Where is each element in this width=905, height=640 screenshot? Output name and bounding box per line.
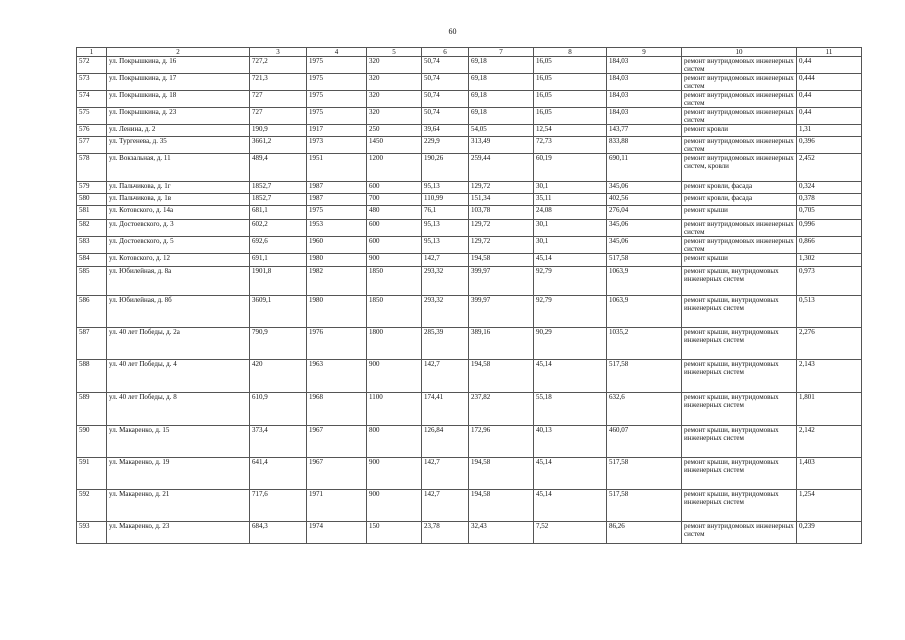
cell-val-8: 12,54 — [534, 125, 607, 137]
table-row — [77, 426, 862, 458]
cell-val-9: 517,58 — [607, 360, 682, 393]
cell-cost: 900 — [367, 254, 422, 267]
cell-row-number: 576 — [77, 125, 107, 137]
cell-val-11: 0,239 — [797, 522, 862, 544]
cell-work-type: ремонт внутридомовых инженерных систем, кровли — [682, 154, 797, 182]
table-row — [77, 137, 862, 154]
column-number: 3 — [250, 48, 307, 57]
table-row — [77, 154, 862, 182]
cell-area: 727 — [250, 108, 307, 125]
cell-val-11: 0,513 — [797, 296, 862, 328]
cell-area: 420 — [250, 360, 307, 393]
cell-row-number: 588 — [77, 360, 107, 393]
cell-val-9: 517,58 — [607, 458, 682, 490]
cell-cost: 320 — [367, 74, 422, 91]
cell-row-number: 592 — [77, 490, 107, 522]
cell-val-8: 60,19 — [534, 154, 607, 182]
cell-cost: 900 — [367, 490, 422, 522]
cell-address: ул. Котовского, д. 14а — [107, 206, 250, 220]
cell-val-7: 194,58 — [469, 360, 534, 393]
table-row — [77, 267, 862, 296]
cell-address: ул. Макаренко, д. 23 — [107, 522, 250, 544]
cell-val-6: 50,74 — [422, 57, 469, 74]
cell-area: 1901,8 — [250, 267, 307, 296]
cell-cost: 600 — [367, 220, 422, 237]
cell-area: 610,9 — [250, 393, 307, 426]
table-body — [77, 48, 862, 544]
cell-address: ул. 40 лет Победы, д. 4 — [107, 360, 250, 393]
column-number: 4 — [307, 48, 367, 57]
cell-cost: 900 — [367, 360, 422, 393]
cell-area: 373,4 — [250, 426, 307, 458]
cell-area: 602,2 — [250, 220, 307, 237]
cell-year: 1980 — [307, 296, 367, 328]
cell-val-6: 76,1 — [422, 206, 469, 220]
cell-work-type: ремонт внутридомовых инженерных систем — [682, 91, 797, 108]
cell-year: 1980 — [307, 254, 367, 267]
cell-work-type: ремонт крыши, внутридомовых инженерных систем — [682, 458, 797, 490]
cell-address: ул. Макаренко, д. 19 — [107, 458, 250, 490]
cell-val-11: 0,44 — [797, 91, 862, 108]
cell-val-11: 0,44 — [797, 57, 862, 74]
cell-val-6: 142,7 — [422, 360, 469, 393]
cell-val-11: 2,452 — [797, 154, 862, 182]
cell-val-11: 0,396 — [797, 137, 862, 154]
cell-cost: 1100 — [367, 393, 422, 426]
cell-row-number: 590 — [77, 426, 107, 458]
cell-year: 1975 — [307, 108, 367, 125]
cell-cost: 480 — [367, 206, 422, 220]
cell-year: 1973 — [307, 137, 367, 154]
cell-cost: 320 — [367, 57, 422, 74]
table-row — [77, 458, 862, 490]
cell-val-6: 142,7 — [422, 458, 469, 490]
cell-cost: 1800 — [367, 328, 422, 360]
cell-val-7: 389,16 — [469, 328, 534, 360]
cell-val-8: 30,1 — [534, 237, 607, 254]
cell-val-9: 86,26 — [607, 522, 682, 544]
column-number: 2 — [107, 48, 250, 57]
table-row — [77, 296, 862, 328]
cell-area: 681,1 — [250, 206, 307, 220]
cell-val-7: 129,72 — [469, 237, 534, 254]
cell-work-type: ремонт внутридомовых инженерных систем — [682, 237, 797, 254]
cell-val-11: 2,276 — [797, 328, 862, 360]
cell-work-type: ремонт крыши — [682, 254, 797, 267]
cell-val-6: 142,7 — [422, 254, 469, 267]
table-row — [77, 220, 862, 237]
cell-work-type: ремонт внутридомовых инженерных систем — [682, 74, 797, 91]
cell-address: ул. Пальчикова, д. 1в — [107, 194, 250, 206]
cell-work-type: ремонт крыши, внутридомовых инженерных систем — [682, 426, 797, 458]
cell-area: 692,6 — [250, 237, 307, 254]
cell-val-6: 285,39 — [422, 328, 469, 360]
cell-year: 1974 — [307, 522, 367, 544]
column-number: 7 — [469, 48, 534, 57]
cell-row-number: 581 — [77, 206, 107, 220]
cell-year: 1951 — [307, 154, 367, 182]
cell-address: ул. Ленина, д. 2 — [107, 125, 250, 137]
cell-work-type: ремонт внутридомовых инженерных систем — [682, 522, 797, 544]
cell-work-type: ремонт крыши, внутридомовых инженерных систем — [682, 328, 797, 360]
cell-val-7: 129,72 — [469, 220, 534, 237]
cell-val-11: 0,996 — [797, 220, 862, 237]
cell-val-7: 313,49 — [469, 137, 534, 154]
cell-val-11: 0,444 — [797, 74, 862, 91]
cell-area: 190,9 — [250, 125, 307, 137]
table-row — [77, 57, 862, 74]
cell-cost: 250 — [367, 125, 422, 137]
table-row — [77, 254, 862, 267]
cell-val-6: 50,74 — [422, 108, 469, 125]
cell-val-8: 45,14 — [534, 490, 607, 522]
cell-val-9: 184,03 — [607, 108, 682, 125]
cell-work-type: ремонт крыши — [682, 206, 797, 220]
cell-row-number: 574 — [77, 91, 107, 108]
cell-val-11: 0,44 — [797, 108, 862, 125]
cell-cost: 800 — [367, 426, 422, 458]
table-row — [77, 237, 862, 254]
cell-cost: 700 — [367, 194, 422, 206]
cell-year: 1953 — [307, 220, 367, 237]
cell-row-number: 580 — [77, 194, 107, 206]
cell-area: 684,3 — [250, 522, 307, 544]
cell-val-11: 1,31 — [797, 125, 862, 137]
cell-val-8: 30,1 — [534, 220, 607, 237]
cell-val-9: 632,6 — [607, 393, 682, 426]
cell-row-number: 578 — [77, 154, 107, 182]
cell-val-9: 517,58 — [607, 490, 682, 522]
cell-year: 1963 — [307, 360, 367, 393]
cell-row-number: 579 — [77, 182, 107, 194]
cell-val-6: 23,78 — [422, 522, 469, 544]
cell-val-9: 276,04 — [607, 206, 682, 220]
cell-row-number: 582 — [77, 220, 107, 237]
cell-address: ул. Достоевского, д. 3 — [107, 220, 250, 237]
cell-val-9: 345,06 — [607, 182, 682, 194]
cell-work-type: ремонт крыши, внутридомовых инженерных систем — [682, 490, 797, 522]
cell-val-6: 174,41 — [422, 393, 469, 426]
cell-val-6: 110,99 — [422, 194, 469, 206]
cell-val-8: 40,13 — [534, 426, 607, 458]
cell-address: ул. Котовского, д. 12 — [107, 254, 250, 267]
cell-address: ул. Макаренко, д. 21 — [107, 490, 250, 522]
cell-val-8: 35,11 — [534, 194, 607, 206]
cell-year: 1987 — [307, 182, 367, 194]
cell-val-6: 229,9 — [422, 137, 469, 154]
cell-row-number: 573 — [77, 74, 107, 91]
cell-val-7: 399,97 — [469, 296, 534, 328]
cell-val-8: 55,18 — [534, 393, 607, 426]
cell-address: ул. Макаренко, д. 15 — [107, 426, 250, 458]
header-row — [77, 48, 862, 57]
table-row — [77, 91, 862, 108]
cell-val-6: 293,32 — [422, 296, 469, 328]
cell-cost: 600 — [367, 182, 422, 194]
cell-val-7: 172,96 — [469, 426, 534, 458]
cell-cost: 1850 — [367, 296, 422, 328]
cell-work-type: ремонт внутридомовых инженерных систем — [682, 137, 797, 154]
cell-work-type: ремонт кровли — [682, 125, 797, 137]
cell-val-9: 1063,9 — [607, 296, 682, 328]
cell-val-11: 2,143 — [797, 360, 862, 393]
cell-row-number: 593 — [77, 522, 107, 544]
cell-area: 489,4 — [250, 154, 307, 182]
cell-work-type: ремонт крыши, внутридомовых инженерных систем — [682, 360, 797, 393]
table-row — [77, 194, 862, 206]
table-row — [77, 74, 862, 91]
cell-work-type: ремонт крыши, внутридомовых инженерных систем — [682, 296, 797, 328]
cell-val-9: 690,11 — [607, 154, 682, 182]
cell-row-number: 587 — [77, 328, 107, 360]
cell-area: 3609,1 — [250, 296, 307, 328]
cell-val-7: 151,34 — [469, 194, 534, 206]
cell-val-7: 194,58 — [469, 490, 534, 522]
cell-val-7: 32,43 — [469, 522, 534, 544]
cell-area: 721,3 — [250, 74, 307, 91]
cell-val-7: 103,78 — [469, 206, 534, 220]
cell-val-11: 1,403 — [797, 458, 862, 490]
column-number: 5 — [367, 48, 422, 57]
cell-row-number: 584 — [77, 254, 107, 267]
table-row — [77, 522, 862, 544]
cell-val-8: 45,14 — [534, 360, 607, 393]
column-number: 10 — [682, 48, 797, 57]
page-number: 60 — [448, 27, 457, 36]
cell-area: 717,6 — [250, 490, 307, 522]
cell-cost: 320 — [367, 108, 422, 125]
cell-row-number: 577 — [77, 137, 107, 154]
cell-cost: 1850 — [367, 267, 422, 296]
cell-val-7: 54,05 — [469, 125, 534, 137]
cell-address: ул. Покрышкина, д. 16 — [107, 57, 250, 74]
cell-val-9: 460,07 — [607, 426, 682, 458]
column-number: 11 — [797, 48, 862, 57]
table-row — [77, 206, 862, 220]
cell-val-7: 129,72 — [469, 182, 534, 194]
cell-address: ул. Покрышкина, д. 23 — [107, 108, 250, 125]
cell-address: ул. Пальчикова, д. 1г — [107, 182, 250, 194]
cell-year: 1975 — [307, 206, 367, 220]
cell-row-number: 575 — [77, 108, 107, 125]
column-number: 1 — [77, 48, 107, 57]
cell-cost: 1450 — [367, 137, 422, 154]
cell-work-type: ремонт кровли, фасада — [682, 194, 797, 206]
cell-val-9: 1035,2 — [607, 328, 682, 360]
cell-val-7: 259,44 — [469, 154, 534, 182]
cell-cost: 1200 — [367, 154, 422, 182]
cell-val-7: 69,18 — [469, 91, 534, 108]
cell-row-number: 589 — [77, 393, 107, 426]
cell-val-6: 39,64 — [422, 125, 469, 137]
cell-year: 1967 — [307, 426, 367, 458]
cell-val-7: 194,58 — [469, 254, 534, 267]
cell-val-11: 0,973 — [797, 267, 862, 296]
cell-val-8: 72,73 — [534, 137, 607, 154]
cell-year: 1975 — [307, 91, 367, 108]
cell-year: 1975 — [307, 74, 367, 91]
cell-val-9: 345,06 — [607, 237, 682, 254]
cell-address: ул. Юбилейная, д. 8а — [107, 267, 250, 296]
cell-year: 1975 — [307, 57, 367, 74]
cell-val-9: 402,56 — [607, 194, 682, 206]
cell-cost: 150 — [367, 522, 422, 544]
cell-row-number: 591 — [77, 458, 107, 490]
cell-val-8: 16,05 — [534, 91, 607, 108]
cell-cost: 320 — [367, 91, 422, 108]
cell-row-number: 583 — [77, 237, 107, 254]
table-row — [77, 393, 862, 426]
cell-address: ул. Вокзальная, д. 11 — [107, 154, 250, 182]
table-row — [77, 182, 862, 194]
cell-area: 727 — [250, 91, 307, 108]
cell-val-8: 24,08 — [534, 206, 607, 220]
cell-val-7: 69,18 — [469, 108, 534, 125]
cell-address: ул. Тургенева, д. 35 — [107, 137, 250, 154]
cell-work-type: ремонт внутридомовых инженерных систем — [682, 108, 797, 125]
cell-val-9: 184,03 — [607, 57, 682, 74]
cell-val-7: 399,97 — [469, 267, 534, 296]
cell-address: ул. Покрышкина, д. 17 — [107, 74, 250, 91]
cell-work-type: ремонт кровли, фасада — [682, 182, 797, 194]
cell-year: 1967 — [307, 458, 367, 490]
cell-val-8: 90,29 — [534, 328, 607, 360]
table-row — [77, 328, 862, 360]
cell-cost: 600 — [367, 237, 422, 254]
cell-val-11: 0,378 — [797, 194, 862, 206]
cell-work-type: ремонт внутридомовых инженерных систем — [682, 220, 797, 237]
cell-address: ул. 40 лет Победы, д. 8 — [107, 393, 250, 426]
cell-year: 1982 — [307, 267, 367, 296]
cell-val-9: 1063,9 — [607, 267, 682, 296]
cell-val-9: 833,88 — [607, 137, 682, 154]
cell-val-6: 190,26 — [422, 154, 469, 182]
cell-year: 1917 — [307, 125, 367, 137]
cell-val-8: 16,05 — [534, 57, 607, 74]
cell-address: ул. 40 лет Победы, д. 2а — [107, 328, 250, 360]
column-number: 9 — [607, 48, 682, 57]
cell-val-6: 293,32 — [422, 267, 469, 296]
cell-area: 790,9 — [250, 328, 307, 360]
cell-val-7: 69,18 — [469, 57, 534, 74]
cell-val-9: 345,06 — [607, 220, 682, 237]
cell-val-6: 50,74 — [422, 74, 469, 91]
cell-row-number: 586 — [77, 296, 107, 328]
cell-val-11: 1,254 — [797, 490, 862, 522]
cell-val-11: 1,801 — [797, 393, 862, 426]
cell-address: ул. Юбилейная, д. 8б — [107, 296, 250, 328]
table-row — [77, 125, 862, 137]
cell-val-11: 1,302 — [797, 254, 862, 267]
cell-year: 1960 — [307, 237, 367, 254]
cell-year: 1987 — [307, 194, 367, 206]
cell-val-8: 45,14 — [534, 254, 607, 267]
cell-val-7: 194,58 — [469, 458, 534, 490]
table-row — [77, 108, 862, 125]
cell-work-type: ремонт крыши, внутридомовых инженерных систем — [682, 393, 797, 426]
cell-area: 3661,2 — [250, 137, 307, 154]
column-number: 8 — [534, 48, 607, 57]
cell-area: 727,2 — [250, 57, 307, 74]
cell-val-8: 30,1 — [534, 182, 607, 194]
cell-val-8: 45,14 — [534, 458, 607, 490]
cell-area: 1852,7 — [250, 194, 307, 206]
cell-area: 641,4 — [250, 458, 307, 490]
cell-address: ул. Покрышкина, д. 18 — [107, 91, 250, 108]
cell-val-9: 184,03 — [607, 74, 682, 91]
cell-val-6: 95,13 — [422, 220, 469, 237]
cell-val-6: 95,13 — [422, 182, 469, 194]
cell-address: ул. Достоевского, д. 5 — [107, 237, 250, 254]
table-row — [77, 490, 862, 522]
cell-year: 1968 — [307, 393, 367, 426]
cell-val-6: 95,13 — [422, 237, 469, 254]
cell-val-8: 92,79 — [534, 296, 607, 328]
cell-val-11: 0,324 — [797, 182, 862, 194]
cell-row-number: 572 — [77, 57, 107, 74]
cell-cost: 900 — [367, 458, 422, 490]
cell-val-8: 16,05 — [534, 108, 607, 125]
cell-val-8: 16,05 — [534, 74, 607, 91]
cell-val-6: 126,84 — [422, 426, 469, 458]
cell-val-11: 0,705 — [797, 206, 862, 220]
cell-year: 1976 — [307, 328, 367, 360]
cell-area: 691,1 — [250, 254, 307, 267]
cell-val-7: 69,18 — [469, 74, 534, 91]
cell-val-9: 143,77 — [607, 125, 682, 137]
cell-val-6: 50,74 — [422, 91, 469, 108]
cell-val-8: 7,52 — [534, 522, 607, 544]
cell-val-11: 2,142 — [797, 426, 862, 458]
table-row — [77, 360, 862, 393]
repair-table — [76, 47, 862, 544]
column-number: 6 — [422, 48, 469, 57]
cell-work-type: ремонт внутридомовых инженерных систем — [682, 57, 797, 74]
cell-area: 1852,7 — [250, 182, 307, 194]
cell-val-11: 0,866 — [797, 237, 862, 254]
cell-val-8: 92,79 — [534, 267, 607, 296]
cell-val-6: 142,7 — [422, 490, 469, 522]
cell-work-type: ремонт крыши, внутридомовых инженерных систем — [682, 267, 797, 296]
cell-year: 1971 — [307, 490, 367, 522]
cell-row-number: 585 — [77, 267, 107, 296]
cell-val-9: 184,03 — [607, 91, 682, 108]
cell-val-9: 517,58 — [607, 254, 682, 267]
cell-val-7: 237,82 — [469, 393, 534, 426]
